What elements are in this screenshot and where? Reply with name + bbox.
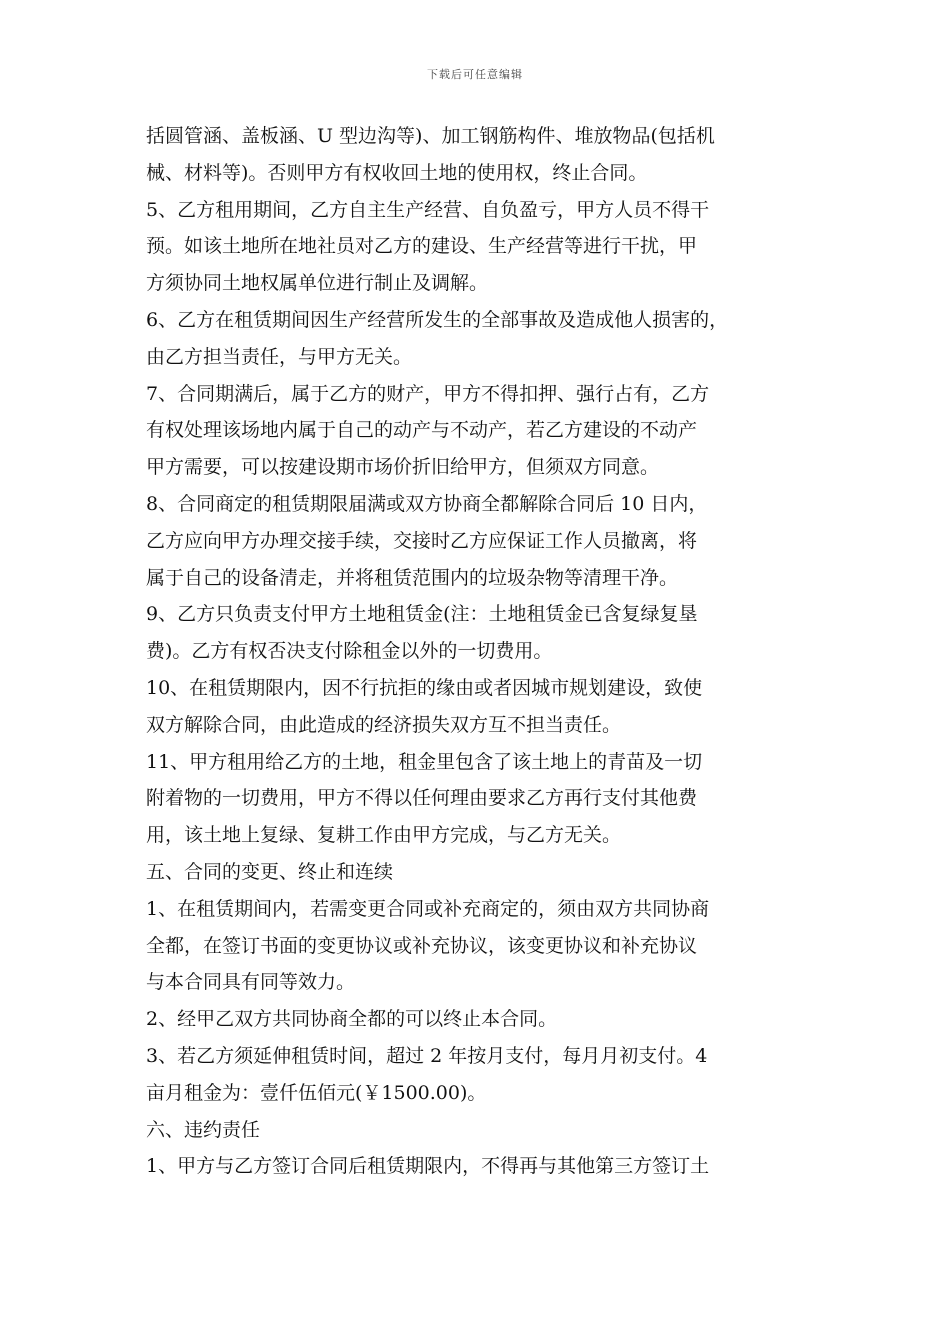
text-line: 方须协同土地权属单位进行制止及调解。 — [146, 272, 489, 295]
text-line: 7、合同期满后，属于乙方的财产，甲方不得扣押、强行占有，乙方 — [146, 382, 710, 405]
text-line: 费)。乙方有权否决支付除租金以外的一切费用。 — [146, 640, 553, 663]
text-line: 有权处理该场地内属于自己的动产与不动产，若乙方建设的不动产 — [146, 419, 698, 442]
text-line: 8、合同商定的租赁期限届满或双方协商全都解除合同后 10 日内， — [146, 492, 708, 515]
text-line: 附着物的一切费用，甲方不得以任何理由要求乙方再行支付其他费 — [146, 787, 698, 810]
text-line: 预。如该土地所在地社员对乙方的建设、生产经营等进行干扰，甲 — [146, 235, 698, 258]
text-line: 3、若乙方须延伸租赁时间，超过 2 年按月支付，每月月初支付。4 — [146, 1044, 708, 1067]
text-line: 11、甲方租用给乙方的土地，租金里包含了该土地上的青苗及一切 — [146, 750, 703, 773]
text-line: 括圆管涵、盖板涵、U 型边沟等)、加工钢筋构件、堆放物品(包括机 — [146, 125, 715, 147]
text-line: 用，该土地上复绿、复耕工作由甲方完成，与乙方无关。 — [146, 824, 622, 847]
text-line: 9、乙方只负责支付甲方土地租赁金(注：土地租赁金已含复绿复垦 — [146, 603, 698, 626]
section-heading: 五、合同的变更、终止和连续 — [146, 860, 394, 883]
section-heading: 六、违约责任 — [146, 1118, 261, 1141]
text-line: 双方解除合同，由此造成的经济损失双方互不担当责任。 — [146, 713, 622, 736]
text-line: 5、乙方租用期间，乙方自主生产经营、自负盈亏，甲方人员不得干 — [146, 198, 710, 221]
contract-body — [146, 118, 818, 1185]
text-line: 乙方应向甲方办理交接手续，交接时乙方应保证工作人员撤离，将 — [146, 529, 698, 552]
text-line: 亩月租金为：壹仟伍佰元(￥1500.00)。 — [146, 1081, 487, 1104]
page-header: 下载后可任意编辑 — [427, 68, 523, 81]
text-line: 6、乙方在租赁期间因生产经营所发生的全部事故及造成他人损害的， — [146, 308, 729, 331]
text-line: 1、甲方与乙方签订合同后租赁期限内，不得再与其他第三方签订土 — [146, 1155, 710, 1178]
text-line: 与本合同具有同等效力。 — [146, 971, 356, 994]
text-line: 械、材料等)。否则甲方有权收回土地的使用权，终止合同。 — [146, 161, 648, 184]
text-line: 2、经甲乙双方共同协商全都的可以终止本合同。 — [146, 1008, 558, 1031]
text-line: 10、在租赁期限内，因不行抗拒的缘由或者因城市规划建设，致使 — [146, 676, 703, 699]
text-line: 由乙方担当责任，与甲方无关。 — [146, 345, 413, 368]
text-line: 属于自己的设备清走，并将租赁范围内的垃圾杂物等清理干净。 — [146, 566, 679, 589]
text-line: 全都，在签订书面的变更协议或补充协议，该变更协议和补充协议 — [146, 934, 698, 957]
text-line: 1、在租赁期间内，若需变更合同或补充商定的，须由双方共同协商 — [146, 897, 710, 920]
text-line: 甲方需要，可以按建设期市场价折旧给甲方，但须双方同意。 — [146, 456, 660, 479]
